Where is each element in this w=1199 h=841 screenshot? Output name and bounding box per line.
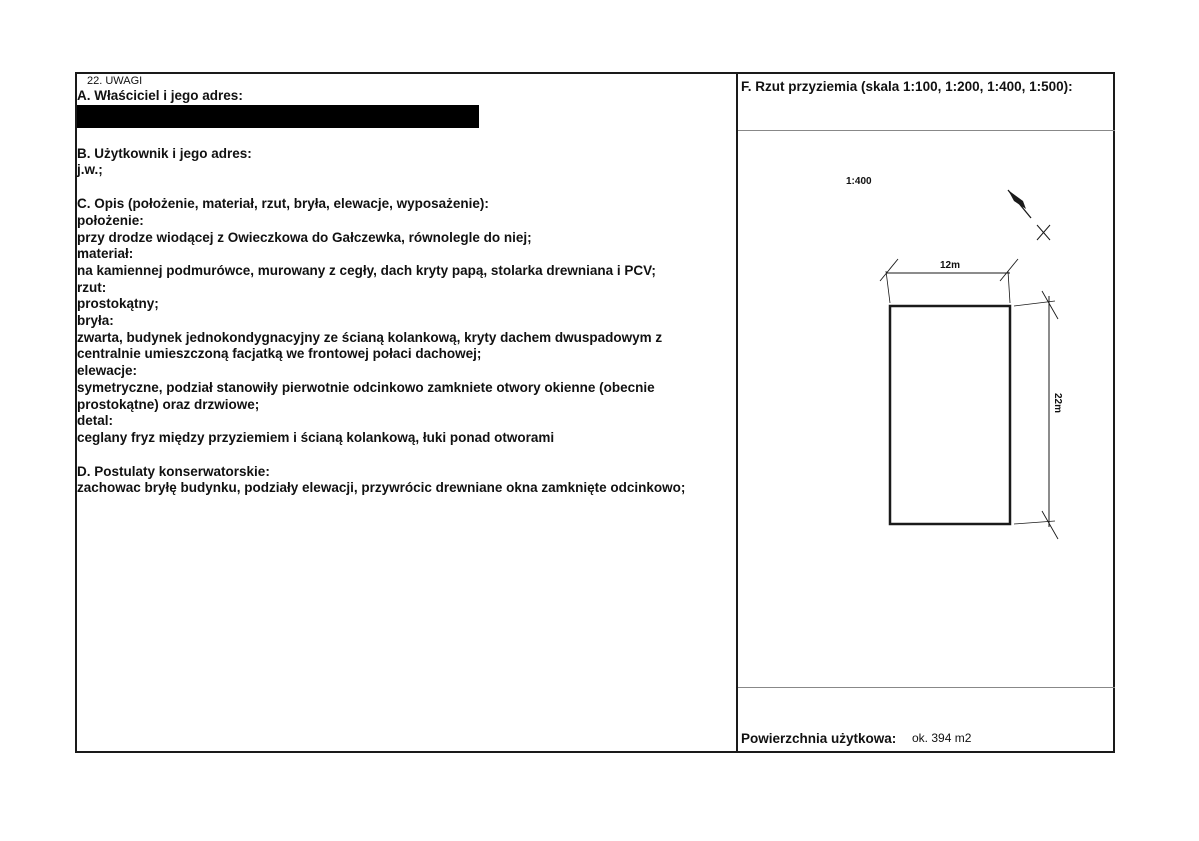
usable-area-value: ok. 394 m2 bbox=[912, 731, 972, 745]
floor-plan-heading: F. Rzut przyziemia (skala 1:100, 1:200, 1:400, 1:500): bbox=[741, 79, 1073, 94]
building-outline bbox=[890, 306, 1010, 524]
user-value: j.w.; bbox=[77, 162, 103, 178]
conservation-heading: D. Postulaty konserwatorskie: bbox=[77, 463, 270, 479]
elevations-value-line2: prostokątne) oraz drzwiowe; bbox=[77, 396, 260, 412]
plan-label: rzut: bbox=[77, 279, 107, 295]
length-dimension bbox=[1014, 291, 1063, 539]
redacted-owner-address bbox=[77, 105, 479, 128]
material-value: na kamiennej podmurówce, murowany z cegły, dach kryty papą, stolarka drewniana i PCV; bbox=[77, 262, 656, 278]
remarks-column bbox=[77, 74, 732, 497]
floor-plan-bottom-rule bbox=[738, 687, 1115, 688]
length-dimension-label: 22m bbox=[1052, 393, 1063, 414]
width-dimension-label: 12m bbox=[939, 260, 961, 271]
floor-plan-drawing bbox=[738, 131, 1115, 687]
massing-value-line1: zwarta, budynek jednokondygnacyjny ze ścianą kolankową, kryty dachem dwuspadowym z bbox=[77, 329, 663, 345]
owner-heading: A. Właściciel i jego adres: bbox=[77, 88, 243, 103]
elevations-value-line1: symetryczne, podział stanowiły pierwotnie odcinkowo zamkniete otwory okienne (obecnie bbox=[77, 379, 655, 395]
user-heading: B. Użytkownik i jego adres: bbox=[77, 145, 252, 161]
width-dimension bbox=[880, 259, 1018, 303]
detail-label: detal: bbox=[77, 413, 114, 429]
massing-value-line2: centralnie umieszczoną facjatką we frontowej połaci dachowej; bbox=[77, 346, 482, 362]
conservation-value: zachowac bryłę budynku, podziały elewacji, przywrócic drewniane okna zamknięte odcinkowo; bbox=[77, 480, 686, 496]
north-arrow-icon bbox=[1008, 190, 1050, 240]
usable-area-label: Powierzchnia użytkowa: bbox=[741, 731, 897, 746]
material-label: materiał: bbox=[77, 246, 134, 262]
scale-label: 1:400 bbox=[846, 176, 872, 187]
description-heading: C. Opis (położenie, materiał, rzut, bryła, elewacje, wyposażenie): bbox=[77, 196, 489, 212]
location-label: położenie: bbox=[77, 212, 144, 228]
elevations-label: elewacje: bbox=[77, 363, 138, 379]
section-number: 22. UWAGI bbox=[87, 75, 143, 87]
plan-value: prostokątny; bbox=[77, 296, 159, 312]
detail-value: ceglany fryz między przyziemiem i ścianą kolankową, łuki ponad otworami bbox=[77, 429, 555, 445]
massing-label: bryła: bbox=[77, 313, 114, 329]
location-value: przy drodze wiodącej z Owieczkowa do Gałczewka, równolegle do niej; bbox=[77, 229, 532, 245]
